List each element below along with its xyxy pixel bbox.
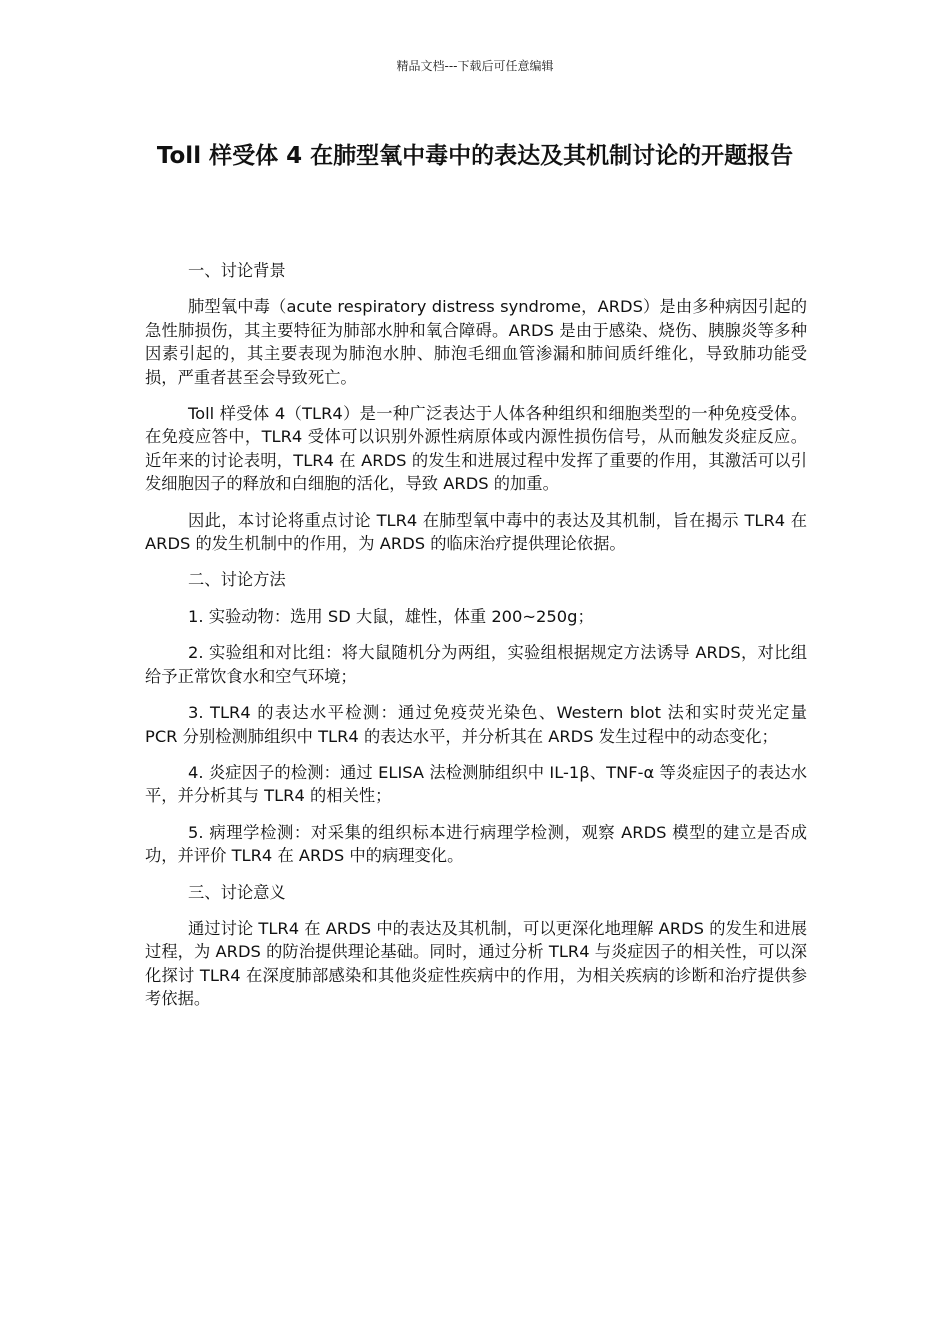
methods-item-4: 4. 炎症因子的检测：通过 ELISA 法检测肺组织中 IL-1β、TNF-α 等炎症因子的表达水平，并分析其与 TLR4 的相关性； — [145, 762, 807, 806]
page-header-note: 精品文档---下载后可任意编辑 — [396, 59, 554, 73]
methods-item-1: 1. 实验动物：选用 SD 大鼠，雄性，体重 200~250g； — [188, 606, 594, 626]
background-paragraph-3: 因此，本讨论将重点讨论 TLR4 在肺型氧中毒中的表达及其机制，旨在揭示 TLR4 在 ARDS 的发生机制中的作用，为 ARDS 的临床治疗提供理论依据。 — [145, 510, 807, 554]
section-heading-significance: 三、讨论意义 — [188, 882, 286, 902]
background-paragraph-1: 肺型氧中毒（acute respiratory distress syndrome，ARDS）是由多种病因引起的急性肺损伤，其主要特征为肺部水肿和氧合障碍。ARDS 是由于感染、烧伤、胰腺炎等多种因素引起的，其主要表现为肺泡水肿、肺泡毛细血管渗漏和肺间质纤维化，导致肺功能受损，严重者甚至会导致死亡。 — [145, 297, 807, 387]
section-heading-methods: 二、讨论方法 — [188, 570, 286, 590]
document-body — [145, 259, 807, 1024]
significance-paragraph-1: 通过讨论 TLR4 在 ARDS 中的表达及其机制，可以更深化地理解 ARDS 的发生和进展过程，为 ARDS 的防治提供理论基础。同时，通过分析 TLR4 与炎症因子的相关性，可以深化探讨 TLR4 在深度肺部感染和其他炎症性疾病中的作用，为相关疾病的诊断和治疗提供参考依据。 — [145, 918, 807, 1009]
background-paragraph-2: Toll 样受体 4（TLR4）是一种广泛表达于人体各种组织和细胞类型的一种免疫受体。在免疫应答中，TLR4 受体可以识别外源性病原体或内源性损伤信号，从而触发炎症反应。近年来的讨论表明，TLR4 在 ARDS 的发生和进展过程中发挥了重要的作用，其激活可以引发细胞因子的释放和白细胞的活化，导致 ARDS 的加重。 — [145, 404, 807, 494]
section-heading-background: 一、讨论背景 — [188, 261, 286, 280]
methods-item-2: 2. 实验组和对比组：将大鼠随机分为两组，实验组根据规定方法诱导 ARDS，对比组给予正常饮食水和空气环境； — [145, 643, 807, 686]
methods-item-3: 3. TLR4 的表达水平检测：通过免疫荧光染色、Western blot 法和实时荧光定量 PCR 分别检测肺组织中 TLR4 的表达水平，并分析其在 ARDS 发生过程中的动态变化； — [145, 703, 807, 746]
methods-item-5: 5. 病理学检测：对采集的组织标本进行病理学检测，观察 ARDS 模型的建立是否成功，并评价 TLR4 在 ARDS 中的病理变化。 — [145, 822, 807, 866]
document-title: Toll 样受体 4 在肺型氧中毒中的表达及其机制讨论的开题报告 — [156, 143, 794, 169]
